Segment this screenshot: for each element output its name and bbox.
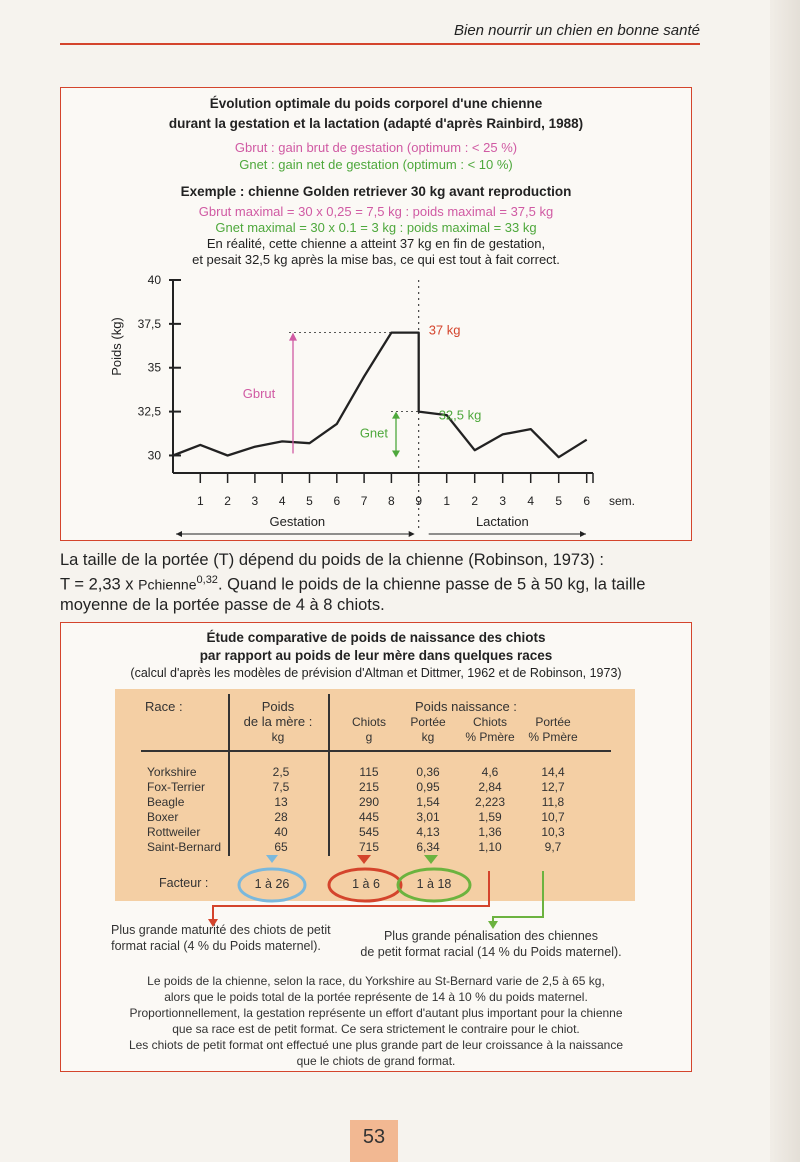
example-gbrut: Gbrut maximal = 30 x 0,25 = 7,5 kg : poids maximal = 37,5 kg: [198, 204, 554, 219]
birth-weight-study-figure: [60, 622, 692, 1072]
header-portee-kg: Portée: [410, 715, 446, 729]
x-tick-label: 6: [583, 494, 591, 508]
cell-chiots-pct: 1,36: [478, 825, 502, 839]
header-rule: [60, 43, 700, 45]
body-line2: T = 2,33 x Pchienne$^{0,32}$. Quand le poids de la chienne passe de 5 à 50 kg, la taille: [60, 574, 646, 594]
blue-triangle-icon: [266, 855, 278, 863]
gestation-arrowhead-icon: [409, 531, 415, 537]
header-race: Race :: [145, 699, 183, 714]
header-chiots-g-unit: g: [365, 730, 373, 744]
conclusion-line: que le chiots de grand format.: [296, 1054, 456, 1068]
formula-exponent: 0,32: [196, 574, 218, 586]
table-title-line2: par rapport au poids de leur mère dans quelques races: [199, 648, 553, 663]
cell-portee-pct: 14,4: [541, 765, 565, 779]
formula-variable: Pchienne: [138, 576, 197, 593]
cell-chiots-pct: 2,223: [474, 795, 506, 809]
green-triangle-icon: [424, 855, 438, 864]
note-right-line1: Plus grande pénalisation des chiennes: [383, 929, 599, 943]
figure-title-line2: durant la gestation et la lactation (adapté d'après Rainbird, 1988): [168, 116, 584, 131]
x-tick-label: 2: [471, 494, 479, 508]
conclusion-line: Proportionnellement, la gestation représente un effort d'autant plus important pour la chienne: [129, 1006, 623, 1020]
note-right-line2: de petit format racial (14 % du Poids maternel).: [360, 945, 622, 959]
gnet-definition: Gnet : gain net de gestation (optimum : < 10 %): [239, 157, 513, 172]
cell-mere: 7,5: [272, 780, 290, 794]
cell-mere: 65: [274, 840, 288, 854]
weight-evolution-figure: [60, 87, 692, 541]
cell-mere: 40: [274, 825, 288, 839]
table-divider-1: [228, 694, 230, 856]
table-header-rule: [141, 750, 611, 752]
x-tick-label: 1: [443, 494, 451, 508]
facteur-blue-value: 1 à 26: [254, 877, 290, 891]
gestation-arrowtail-icon: [176, 531, 182, 537]
example-note-line2: et pesait 32,5 kg après la mise bas, ce qui est tout à fait correct.: [192, 252, 560, 267]
green-connector-arrow: [493, 871, 543, 923]
header-mere-line1: Poids: [261, 699, 295, 714]
header-portee-pct: Portée: [535, 715, 571, 729]
x-tick-label: 5: [306, 494, 313, 508]
example-note-line1: En réalité, cette chienne a atteint 37 kg en fin de gestation,: [206, 236, 546, 251]
conclusion-line: Les chiots de petit format ont effectué une plus grande part de leur croissance à la naissance: [128, 1038, 624, 1052]
facteur-red-value: 1 à 6: [352, 877, 380, 891]
cell-portee-pct: 10,7: [541, 810, 565, 824]
header-naissance: Poids naissance :: [415, 699, 517, 714]
cell-mere: 13: [274, 795, 288, 809]
cell-chiots-pct: 1,59: [478, 810, 502, 824]
table-row: Saint-Bernard: [147, 840, 222, 854]
x-tick-label: 2: [224, 494, 231, 508]
cell-chiots-g: 445: [358, 810, 380, 824]
table-divider-2: [328, 694, 330, 856]
conclusion-paragraph: [61, 973, 691, 1069]
x-unit-label: sem.: [609, 494, 636, 508]
facteur-label: Facteur :: [159, 876, 209, 890]
cell-portee-pct: 11,8: [541, 795, 565, 809]
y-axis-label: Poids (kg): [109, 317, 124, 376]
figure-title-line1: Évolution optimale du poids corporel d'une chienne: [209, 96, 543, 111]
phase-label-gestation: Gestation: [269, 514, 326, 529]
gnet-arrowtail-icon: [392, 450, 400, 457]
cell-portee-kg: 6,34: [416, 840, 440, 854]
note-left-line1: Plus grande maturité des chiots de petit: [111, 923, 331, 937]
conclusion-line: alors que le poids total de la portée représente de 14 à 10 % du poids maternel.: [164, 990, 588, 1004]
cell-chiots-pct: 4,6: [481, 765, 499, 779]
cell-portee-kg: 0,36: [416, 765, 440, 779]
x-tick-label: 4: [278, 494, 286, 508]
conclusion-line: que sa race est de petit format. Ce sera strictement le contraire pour le chiot.: [172, 1022, 580, 1036]
cell-portee-kg: 3,01: [416, 810, 440, 824]
header-chiots-pct-unit: % Pmère: [465, 730, 515, 744]
x-tick-label: 3: [251, 494, 259, 508]
y-tick-label: 35: [147, 360, 161, 375]
cell-chiots-g: 215: [358, 780, 380, 794]
cell-chiots-g: 715: [358, 840, 380, 854]
body-line3: moyenne de la portée passe de 4 à 8 chiots.: [60, 595, 385, 614]
example-gnet: Gnet maximal = 30 x 0.1 = 3 kg : poids maximal = 33 kg: [215, 220, 537, 235]
postpartum-weight-label: 32,5 kg: [438, 407, 482, 423]
header-chiots-g: Chiots: [351, 715, 386, 729]
gnet-arrowhead-icon: [392, 412, 400, 419]
x-tick-label: 3: [499, 494, 507, 508]
lactation-arrowhead-icon: [580, 531, 586, 537]
y-tick-label: 32,5: [137, 404, 161, 419]
gbrut-definition: Gbrut : gain brut de gestation (optimum : < 25 %): [234, 140, 518, 155]
example-title: Exemple : chienne Golden retriever 30 kg avant reproduction: [180, 184, 572, 199]
x-tick-label: 4: [527, 494, 535, 508]
phase-label-lactation: Lactation: [475, 514, 529, 529]
x-tick-label: 7: [360, 494, 368, 508]
y-tick-label: 37,5: [137, 316, 161, 331]
weight-line-chart: [61, 268, 691, 538]
cell-chiots-g: 290: [358, 795, 380, 809]
cell-portee-kg: 1,54: [416, 795, 440, 809]
cell-mere: 28: [274, 810, 288, 824]
table-row: Boxer: [147, 810, 179, 824]
page-number: 53: [362, 1126, 386, 1148]
cell-portee-pct: 12,7: [541, 780, 565, 794]
cell-portee-kg: 4,13: [416, 825, 440, 839]
x-tick-label: 6: [333, 494, 341, 508]
y-tick-label: 30: [147, 448, 161, 463]
page-edge: [770, 0, 800, 1162]
x-tick-label: 9: [415, 494, 423, 508]
conclusion-line: Le poids de la chienne, selon la race, du Yorkshire au St-Bernard varie de 2,5 à 65 kg,: [147, 974, 605, 988]
cell-portee-kg: 0,95: [416, 780, 440, 794]
green-arrowhead-icon: [488, 921, 498, 929]
table-subtitle: (calcul d'après les modèles de prévision d'Altman et Dittmer, 1962 et de Robinson, 1973): [130, 666, 622, 680]
cell-mere: 2,5: [272, 765, 290, 779]
y-tick-label: 40: [147, 273, 161, 287]
cell-portee-pct: 9,7: [544, 840, 562, 854]
table-row: Beagle: [147, 795, 185, 809]
header-mere-line2: de la mère :: [243, 714, 313, 729]
facteur-green-value: 1 à 18: [416, 877, 452, 891]
gnet-annotation: Gnet: [359, 425, 388, 441]
header-portee-kg-unit: kg: [421, 730, 435, 744]
note-left-line2: format racial (4 % du Poids maternel).: [111, 939, 321, 953]
header-mere-unit: kg: [271, 730, 285, 744]
cell-chiots-pct: 1,10: [478, 840, 502, 854]
page-number-box: [350, 1120, 398, 1162]
body-line1: La taille de la portée (T) dépend du poids de la chienne (Robinson, 1973) :: [60, 551, 604, 569]
x-tick-label: 8: [388, 494, 395, 508]
table-row: Rottweiler: [147, 825, 201, 839]
gbrut-annotation: Gbrut: [242, 386, 276, 402]
peak-weight-label: 37 kg: [428, 322, 461, 338]
litter-size-paragraph: [60, 550, 700, 615]
header-chiots-pct: Chiots: [472, 715, 507, 729]
running-header: Bien nourrir un chien en bonne santé: [453, 22, 700, 39]
cell-chiots-g: 115: [359, 765, 379, 779]
header-portee-pct-unit: % Pmère: [528, 730, 578, 744]
cell-portee-pct: 10,3: [541, 825, 565, 839]
table-title-line1: Étude comparative de poids de naissance des chiots: [206, 630, 546, 645]
x-tick-label: 5: [555, 494, 563, 508]
gbrut-arrowhead-icon: [289, 333, 297, 341]
cell-chiots-g: 545: [358, 825, 380, 839]
table-row: Fox-Terrier: [147, 780, 206, 794]
x-tick-label: 1: [196, 494, 204, 508]
cell-chiots-pct: 2,84: [478, 780, 502, 794]
red-triangle-icon: [357, 855, 371, 864]
table-row: Yorkshire: [147, 765, 197, 779]
